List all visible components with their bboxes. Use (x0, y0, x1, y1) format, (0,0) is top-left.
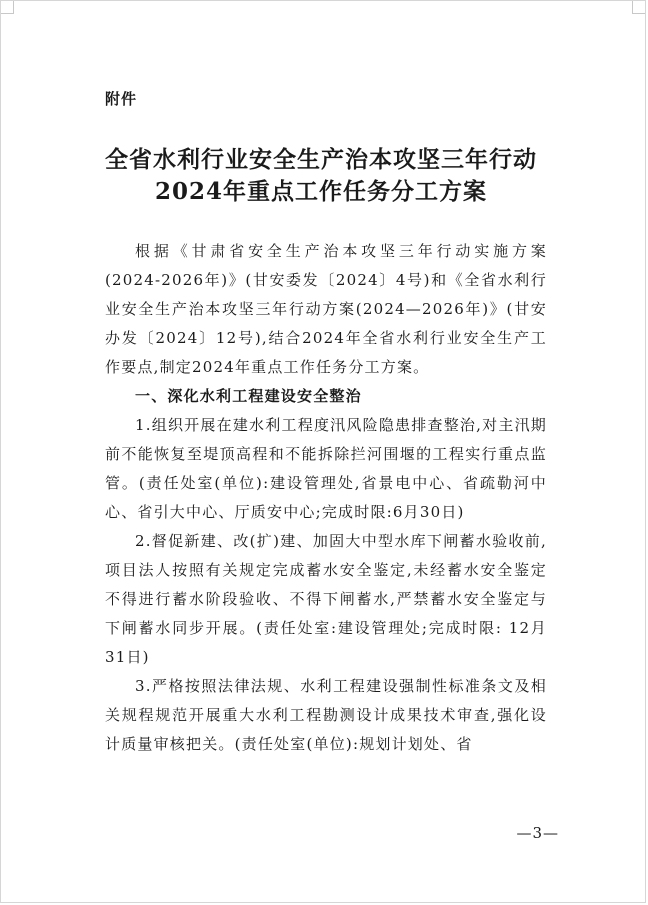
task-item-1: 1.组织开展在建水利工程度汛风险隐患排查整治,对主汛期前不能恢复至堤顶高程和不能拆除拦河围堰的工程实行重点监管。(责任处室(单位):建设管理处,省景电中心、省疏勒河中心、省引大中心、厅质安中心;完成时限:6月30日) (105, 416, 547, 521)
document-title-line2: 2024年重点工作任务分工方案 (154, 178, 487, 205)
task-item-3: 3.严格按照法律法规、水利工程建设强制性标准条文及相关规程规范开展重大水利工程勘测设计成果技术审查,强化设计质量审核把关。(责任处室(单位):规划计划处、省 (105, 677, 547, 753)
intro-paragraph: 根据《甘肃省安全生产治本攻坚三年行动实施方案(2024-2026年)》(甘安委发〔2024〕4号)和《全省水利行业安全生产治本攻坚三年行动方案(2024—2026年)》(甘安办发〔2024〕12号),结合2024年全省水利行业安全生产工作要点,制定2024年重点工作任务分工方案。 (105, 242, 547, 376)
section-heading: 一、深化水利工程建设安全整治 (135, 387, 362, 405)
document-body (105, 237, 547, 759)
attachment-label: 附件 (105, 90, 138, 108)
page-corner-mark-left (1, 1, 14, 14)
document-title-line1: 全省水利行业安全生产治本攻坚三年行动 (105, 146, 537, 173)
page-number: —3— (516, 824, 559, 842)
task-item-2: 2.督促新建、改(扩)建、加固大中型水库下闸蓄水验收前,项目法人按照有关规定完成蓄水安全鉴定,未经蓄水安全鉴定不得进行蓄水阶段验收、不得下闸蓄水,严禁蓄水安全鉴定与下闸蓄水同步开展。(责任处室:建设管理处;完成时限: 12月31日) (105, 532, 547, 666)
page-corner-mark-right (632, 1, 645, 14)
